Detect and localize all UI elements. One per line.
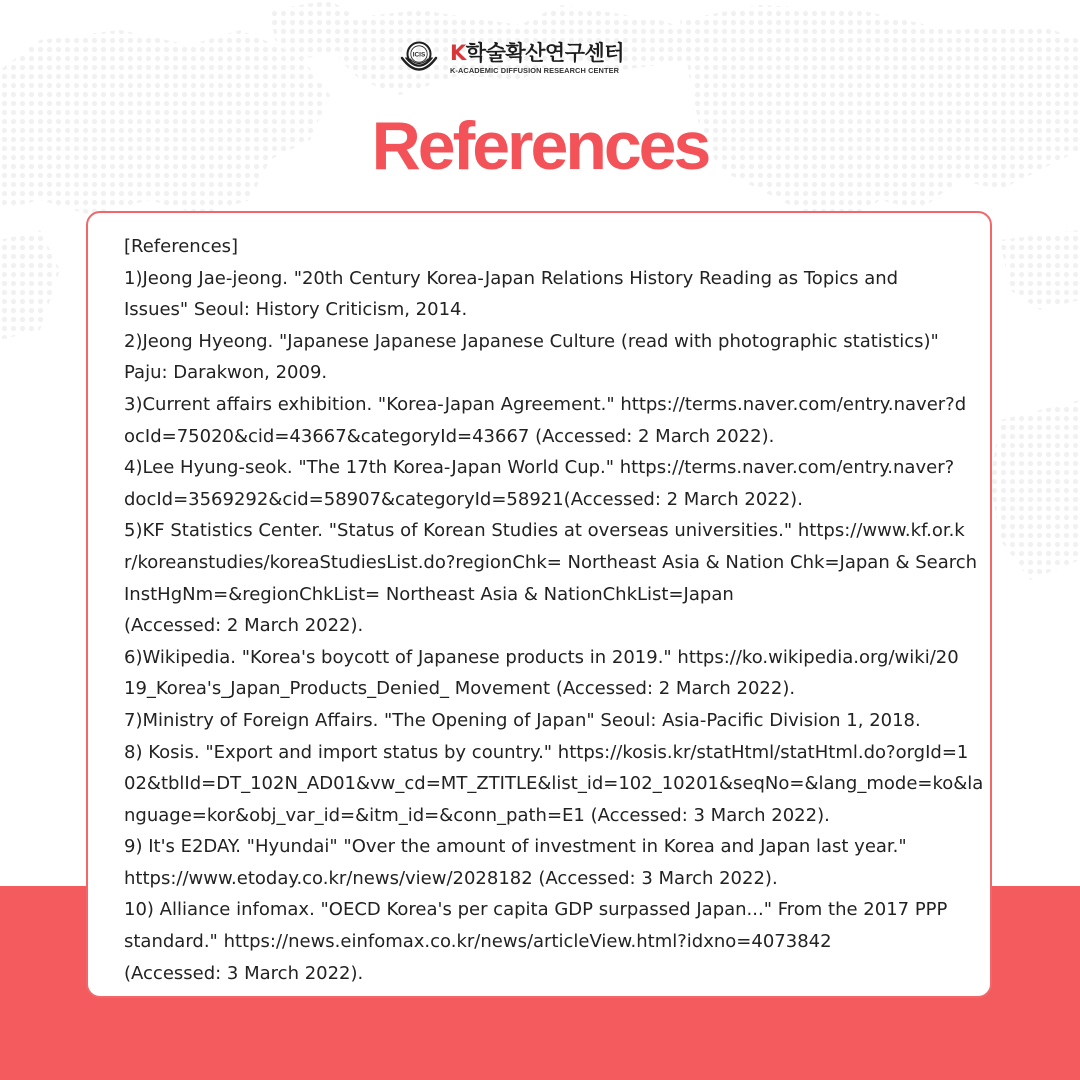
reference-line: 02&tblId=DT_102N_AD01&vw_cd=MT_ZTITLE&list_id=102_10201&seqNo=&lang_mode=ko&la xyxy=(124,773,984,795)
reference-line: r/koreanstudies/koreaStudiesList.do?regionChk= Northeast Asia & Nation Chk=Japan & Search xyxy=(124,551,978,573)
reference-line: InstHgNm=&regionChkList= Northeast Asia & NationChkList=Japan xyxy=(124,583,734,605)
emblem-text: ICIS xyxy=(412,51,426,59)
references-heading: [References] xyxy=(124,236,239,257)
reference-line: 3)Current affairs exhibition. "Korea-Japan Agreement." https://terms.naver.com/entry.naver?d xyxy=(124,393,967,415)
reference-line: 9) It's E2DAY. "Hyundai" "Over the amount of investment in Korea and Japan last year." xyxy=(124,836,907,858)
references-list xyxy=(124,231,984,989)
reference-line: 19_Korea's_Japan_Products_Denied_ Movement (Accessed: 2 March 2022). xyxy=(124,678,796,700)
reference-line: 2)Jeong Hyeong. "Japanese Japanese Japanese Culture (read with photographic statistics)" xyxy=(124,330,939,352)
reference-line: nguage=kor&obj_var_id=&itm_id=&conn_path=E1 (Accessed: 3 March 2022). xyxy=(124,804,830,826)
organization-logo xyxy=(398,36,624,80)
reference-line: 1)Jeong Jae-jeong. "20th Century Korea-Japan Relations History Reading as Topics and xyxy=(124,267,899,289)
reference-line: 5)KF Statistics Center. "Status of Korean Studies at overseas universities." https://www.kf.or.k xyxy=(124,520,965,542)
reference-line: standard." https://news.einfomax.co.kr/news/articleView.html?idxno=4073842 xyxy=(124,931,832,953)
reference-line: ocId=75020&cid=43667&categoryId=43667 (Accessed: 2 March 2022). xyxy=(124,425,775,447)
logo-korean-rest: 학술확산연구센터 xyxy=(465,40,625,65)
references-card xyxy=(86,211,992,998)
reference-line: 6)Wikipedia. "Korea's boycott of Japanese products in 2019." https://ko.wikipedia.org/wiki/20 xyxy=(124,646,959,668)
reference-line: 4)Lee Hyung-seok. "The 17th Korea-Japan World Cup." https://terms.naver.com/entry.naver? xyxy=(124,457,955,479)
page-title: References xyxy=(371,108,709,184)
reference-line: 8) Kosis. "Export and import status by country." https://kosis.kr/statHtml/statHtml.do?orgId=1 xyxy=(124,741,969,763)
reference-line: 7)Ministry of Foreign Affairs. "The Opening of Japan" Seoul: Asia-Pacific Division 1, 2018. xyxy=(124,709,921,731)
reference-line: (Accessed: 3 March 2022). xyxy=(124,962,364,984)
reference-line: Issues" Seoul: History Criticism, 2014. xyxy=(124,299,468,321)
reference-line: Paju: Darakwon, 2009. xyxy=(124,362,328,384)
reference-line: 10) Alliance infomax. "OECD Korea's per capita GDP surpassed Japan..." From the 2017 PPP xyxy=(124,899,948,921)
reference-line: (Accessed: 2 March 2022). xyxy=(124,615,364,637)
reference-line: docId=3569292&cid=58907&categoryId=58921(Accessed: 2 March 2022). xyxy=(124,488,803,510)
logo-english-name: K-ACADEMIC DIFFUSION RESEARCH CENTER xyxy=(450,65,620,75)
reference-line: https://www.etoday.co.kr/news/view/2028182 (Accessed: 3 March 2022). xyxy=(124,867,778,889)
logo-k-letter: K xyxy=(450,40,466,65)
logo-korean-name xyxy=(450,41,624,65)
logo-wordmark xyxy=(450,41,624,76)
globe-emblem-icon xyxy=(398,37,440,79)
